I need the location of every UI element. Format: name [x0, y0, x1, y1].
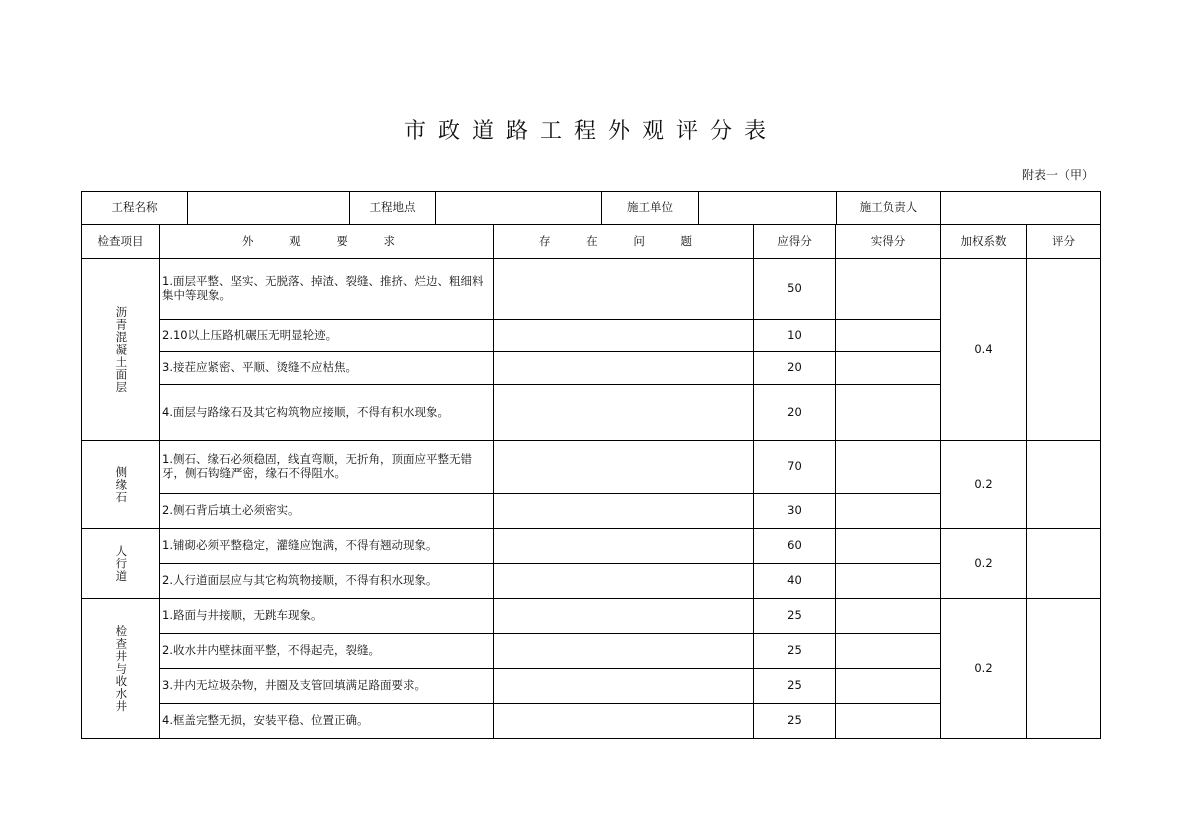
- requirement-cell: 2.收水井内壁抹面平整，不得起壳，裂缝。: [159, 633, 494, 669]
- due-score: 60: [753, 528, 836, 564]
- section-curb-name: [81, 440, 160, 529]
- location-field[interactable]: [435, 191, 602, 225]
- col-actual: 实得分: [835, 224, 941, 259]
- score-field[interactable]: [1026, 598, 1101, 739]
- requirement-cell: 2.侧石背后填土必须密实。: [159, 493, 494, 529]
- actual-score-field[interactable]: [835, 351, 941, 385]
- issue-field[interactable]: [493, 633, 754, 669]
- actual-score-field[interactable]: [835, 493, 941, 529]
- issue-field[interactable]: [493, 384, 754, 441]
- requirement-cell: 1.侧石、缘石必须稳固，线直弯顺，无折角，顶面应平整无错牙，侧石钩缝严密，缘石不得阻水。: [159, 440, 494, 494]
- col-due: 应得分: [753, 224, 836, 259]
- due-score: 25: [753, 668, 836, 704]
- issue-field[interactable]: [493, 440, 754, 494]
- actual-score-field[interactable]: [835, 258, 941, 320]
- due-score: 40: [753, 563, 836, 599]
- score-field[interactable]: [1026, 258, 1101, 441]
- requirement-cell: 1.铺砌必须平整稳定，灌缝应饱满，不得有翘动现象。: [159, 528, 494, 564]
- issue-field[interactable]: [493, 319, 754, 352]
- weight-value: 0.2: [940, 440, 1027, 529]
- requirement-cell: 1.路面与井接顺，无跳车现象。: [159, 598, 494, 634]
- actual-score-field[interactable]: [835, 563, 941, 599]
- weight-value: 0.2: [940, 598, 1027, 739]
- actual-score-field[interactable]: [835, 598, 941, 634]
- due-score: 25: [753, 598, 836, 634]
- location-label: 工程地点: [349, 191, 436, 225]
- contractor-field[interactable]: [698, 191, 837, 225]
- section-name: 侧缘石: [114, 465, 129, 504]
- col-weight: 加权系数: [940, 224, 1027, 259]
- issue-field[interactable]: [493, 493, 754, 529]
- actual-score-field[interactable]: [835, 319, 941, 352]
- issue-field[interactable]: [493, 703, 754, 739]
- manager-label: 施工负责人: [836, 191, 941, 225]
- due-score: 20: [753, 351, 836, 385]
- col-score: 评分: [1026, 224, 1101, 259]
- issue-field[interactable]: [493, 598, 754, 634]
- col-requirement: 外 观 要 求: [159, 224, 494, 259]
- section-name: 人行道: [114, 544, 129, 583]
- due-score: 25: [753, 703, 836, 739]
- actual-score-field[interactable]: [835, 703, 941, 739]
- issue-field[interactable]: [493, 528, 754, 564]
- score-field[interactable]: [1026, 528, 1101, 599]
- requirement-cell: 4.面层与路缘石及其它构筑物应接顺，不得有积水现象。: [159, 384, 494, 441]
- weight-value: 0.4: [940, 258, 1027, 441]
- actual-score-field[interactable]: [835, 440, 941, 494]
- issue-field[interactable]: [493, 258, 754, 320]
- due-score: 50: [753, 258, 836, 320]
- issue-field[interactable]: [493, 351, 754, 385]
- due-score: 25: [753, 633, 836, 669]
- requirement-cell: 2.人行道面层应与其它构筑物接顺，不得有积水现象。: [159, 563, 494, 599]
- section-manhole-name: [81, 598, 160, 739]
- due-score: 20: [753, 384, 836, 441]
- weight-value: 0.2: [940, 528, 1027, 599]
- due-score: 70: [753, 440, 836, 494]
- requirement-cell: 3.井内无垃圾杂物，井圈及支管回填满足路面要求。: [159, 668, 494, 704]
- issue-field[interactable]: [493, 668, 754, 704]
- requirement-cell: 2.10以上压路机碾压无明显轮迹。: [159, 319, 494, 352]
- project-name-field[interactable]: [187, 191, 350, 225]
- section-asphalt-name: [81, 258, 160, 441]
- page-title: 市政道路工程外观评分表: [403, 119, 778, 144]
- col-item: 检查项目: [81, 224, 160, 259]
- appendix-label: 附表一（甲）: [1021, 168, 1094, 182]
- due-score: 30: [753, 493, 836, 529]
- issue-field[interactable]: [493, 563, 754, 599]
- requirement-cell: 3.接茬应紧密、平顺、烫缝不应枯焦。: [159, 351, 494, 385]
- col-issues: 存 在 问 题: [493, 224, 754, 259]
- actual-score-field[interactable]: [835, 668, 941, 704]
- actual-score-field[interactable]: [835, 633, 941, 669]
- project-name-label: 工程名称: [81, 191, 188, 225]
- section-name: 沥青混凝土面层: [114, 305, 129, 394]
- due-score: 10: [753, 319, 836, 352]
- contractor-label: 施工单位: [601, 191, 699, 225]
- actual-score-field[interactable]: [835, 528, 941, 564]
- score-field[interactable]: [1026, 440, 1101, 529]
- requirement-cell: 1.面层平整、坚实、无脱落、掉渣、裂缝、推挤、烂边、粗细料集中等现象。: [159, 258, 494, 320]
- actual-score-field[interactable]: [835, 384, 941, 441]
- section-name: 检查井与收水井: [114, 624, 129, 713]
- section-sidewalk-name: [81, 528, 160, 599]
- manager-field[interactable]: [940, 191, 1101, 225]
- requirement-cell: 4.框盖完整无损，安装平稳、位置正确。: [159, 703, 494, 739]
